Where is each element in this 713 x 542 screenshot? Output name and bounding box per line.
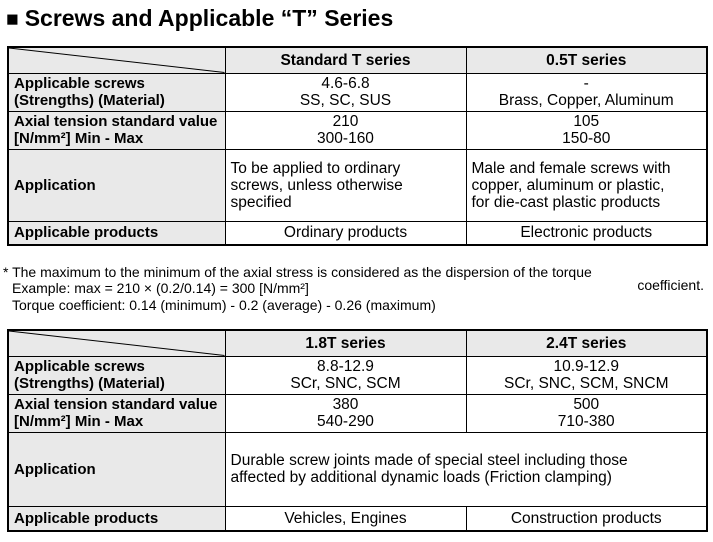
footnote-line-1-end: coefficient. [637, 276, 704, 293]
table-cell: 8.8-12.9 SCr, SNC, SCM [225, 356, 466, 394]
row-label-axial-tension: Axial tension standard value [N/mm²] Min - Max [8, 394, 225, 432]
table-cell: 4.6-6.8 SS, SC, SUS [225, 73, 466, 111]
header-row [8, 330, 707, 356]
spec-table-1-8t-2-4t [7, 329, 708, 532]
row-label-applicable-screws: Applicable screws (Strengths) (Material) [8, 73, 225, 111]
row-label-application: Application [8, 149, 225, 221]
column-header-1-8t: 1.8T series [225, 330, 466, 356]
black-square-icon: ■ [6, 8, 19, 31]
table-cell: Electronic products [466, 221, 707, 245]
table-row [8, 149, 707, 221]
footnote-torque-coefficient: Torque coefficient: 0.14 (minimum) - 0.2 (average) - 0.26 (maximum) [12, 296, 436, 313]
row-label-axial-tension: Axial tension standard value [N/mm²] Min - Max [8, 111, 225, 149]
table-cell: Male and female screws with copper, aluminum or plastic, for die-cast plastic products [466, 149, 707, 221]
table-row [8, 506, 707, 531]
spec-table-standard-0-5t [7, 46, 708, 246]
page-title [6, 5, 393, 32]
table-cell: - Brass, Copper, Aluminum [466, 73, 707, 111]
table-cell-merged: Durable screw joints made of special steel including those affected by additional dynamic loads (Friction clamping) [225, 432, 707, 506]
row-label-applicable-products: Applicable products [8, 506, 225, 531]
header-row [8, 47, 707, 73]
table-cell: 10.9-12.9 SCr, SNC, SCM, SNCM [466, 356, 707, 394]
page-title-text: Screws and Applicable “T” Series [24, 5, 394, 31]
footnote [3, 264, 706, 313]
table-cell: Ordinary products [225, 221, 466, 245]
table-row [8, 111, 707, 149]
row-label-application: Application [8, 432, 225, 506]
table-row [8, 73, 707, 111]
table-cell: To be applied to ordinary screws, unless otherwise specified [225, 149, 466, 221]
table-cell: 210 300-160 [225, 111, 466, 149]
footnote-line-1: * The maximum to the minimum of the axial stress is considered as the dispersion of the torque [3, 264, 592, 280]
table-row [8, 394, 707, 432]
table-cell: 500 710-380 [466, 394, 707, 432]
table-cell: 105 150-80 [466, 111, 707, 149]
table-cell: Construction products [466, 506, 707, 531]
footnote-example: Example: max = 210 × (0.2/0.14) = 300 [N/mm²] [12, 280, 309, 296]
column-header-0-5t: 0.5T series [466, 47, 707, 73]
diagonal-corner-cell [8, 47, 225, 73]
table-row [8, 356, 707, 394]
table-cell: 380 540-290 [225, 394, 466, 432]
column-header-2-4t: 2.4T series [466, 330, 707, 356]
table-row [8, 221, 707, 245]
column-header-standard-t: Standard T series [225, 47, 466, 73]
table-cell: Vehicles, Engines [225, 506, 466, 531]
row-label-applicable-screws: Applicable screws (Strengths) (Material) [8, 356, 225, 394]
diagonal-corner-cell [8, 330, 225, 356]
table-row [8, 432, 707, 506]
row-label-applicable-products: Applicable products [8, 221, 225, 245]
